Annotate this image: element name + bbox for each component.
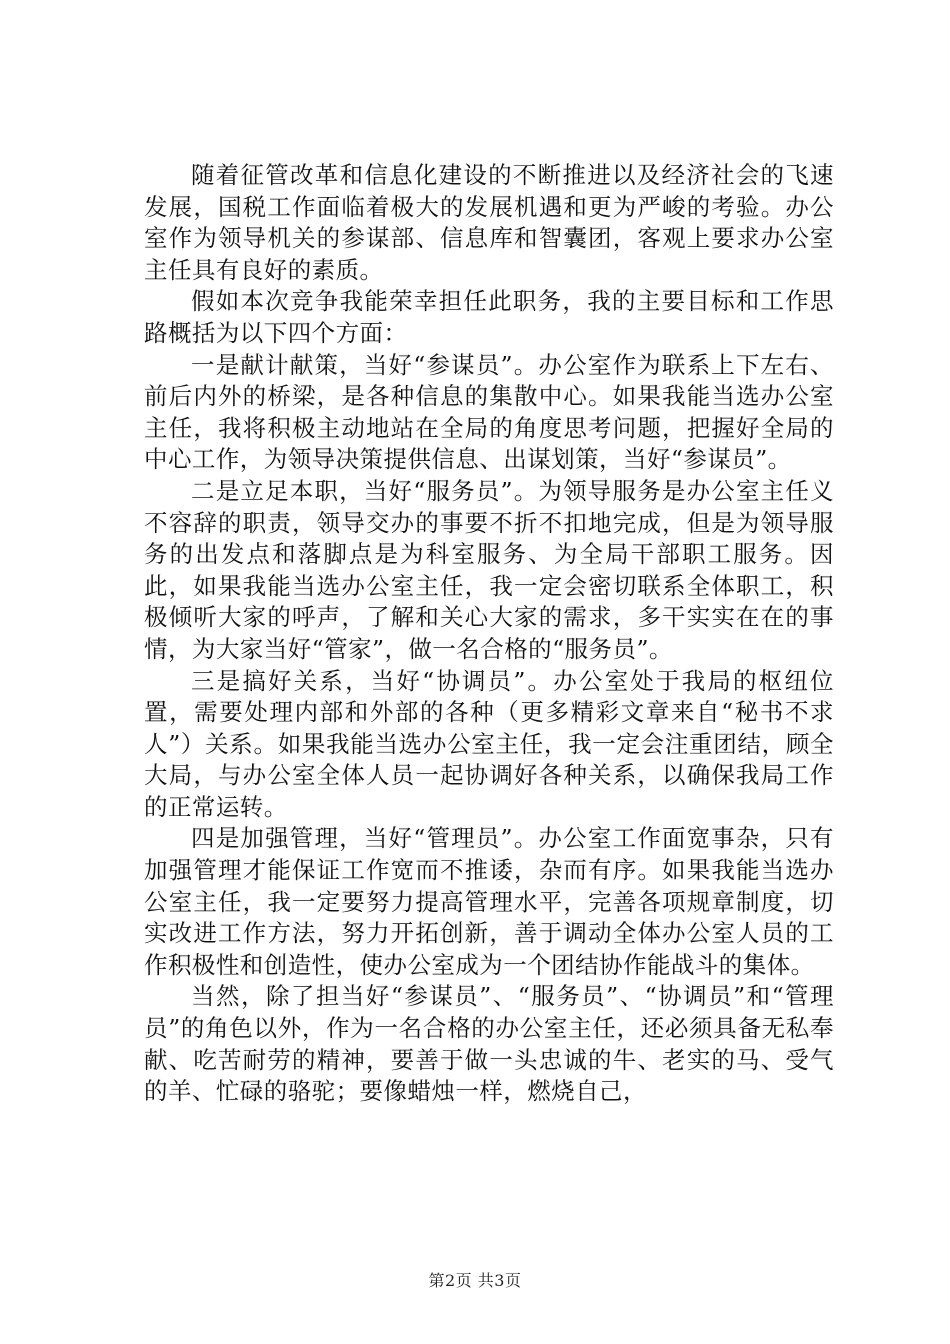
document-body: [144, 160, 834, 1108]
paragraph-coordinator: 三是搞好关系，当好“协调员”。办公室处于我局的枢纽位置，需要处理内部和外部的各种（更多精彩文章来自“秘书不求人”）关系。如果我能当选办公室主任，我一定会注重团结，顾全大局，与办公室全体人员一起协调好各种关系，以确保我局工作的正常运转。: [144, 666, 834, 821]
page-number-footer: 第2页 共3页: [428, 1271, 522, 1290]
paragraph-conclusion: 当然，除了担当好“参谋员”、“服务员”、“协调员”和“管理员”的角色以外，作为一名合格的办公室主任，还必须具备无私奉献、吃苦耐劳的精神，要善于做一头忠诚的牛、老实的马、受气的羊、忙碌的骆驼；要像蜡烛一样，燃烧自己，: [144, 982, 834, 1106]
paragraph-advisor: 一是献计献策，当好“参谋员”。办公室作为联系上下左右、前后内外的桥梁，是各种信息的集散中心。如果我能当选办公室主任，我将积极主动地站在全局的角度思考问题，把握好全局的中心工作，为领导决策提供信息、出谋划策，当好“参谋员”。: [144, 350, 834, 474]
paragraph-intro: 随着征管改革和信息化建设的不断推进以及经济社会的飞速发展，国税工作面临着极大的发展机遇和更为严峻的考验。办公室作为领导机关的参谋部、信息库和智囊团，客观上要求办公室主任具有良好的素质。: [144, 161, 834, 284]
paragraph-goals: 假如本次竞争我能荣幸担任此职务，我的主要目标和工作思路概括为以下四个方面：: [144, 287, 834, 347]
paragraph-manager: 四是加强管理，当好“管理员”。办公室工作面宽事杂，只有加强管理才能保证工作宽而不推诿，杂而有序。如果我能当选办公室主任，我一定要努力提高管理水平，完善各项规章制度，切实改进工作方法，努力开拓创新，善于调动全体办公室人员的工作积极性和创造性，使办公室成为一个团结协作能战斗的集体。: [144, 824, 834, 979]
paragraph-service: 二是立足本职，当好“服务员”。为领导服务是办公室主任义不容辞的职责，领导交办的事要不折不扣地完成，但是为领导服务的出发点和落脚点是为科室服务、为全局干部职工服务。因此，如果我能当选办公室主任，我一定会密切联系全体职工，积极倾听大家的呼声，了解和关心大家的需求，多干实实在在的事情，为大家当好“管家”，做一名合格的“服务员”。: [144, 476, 834, 663]
